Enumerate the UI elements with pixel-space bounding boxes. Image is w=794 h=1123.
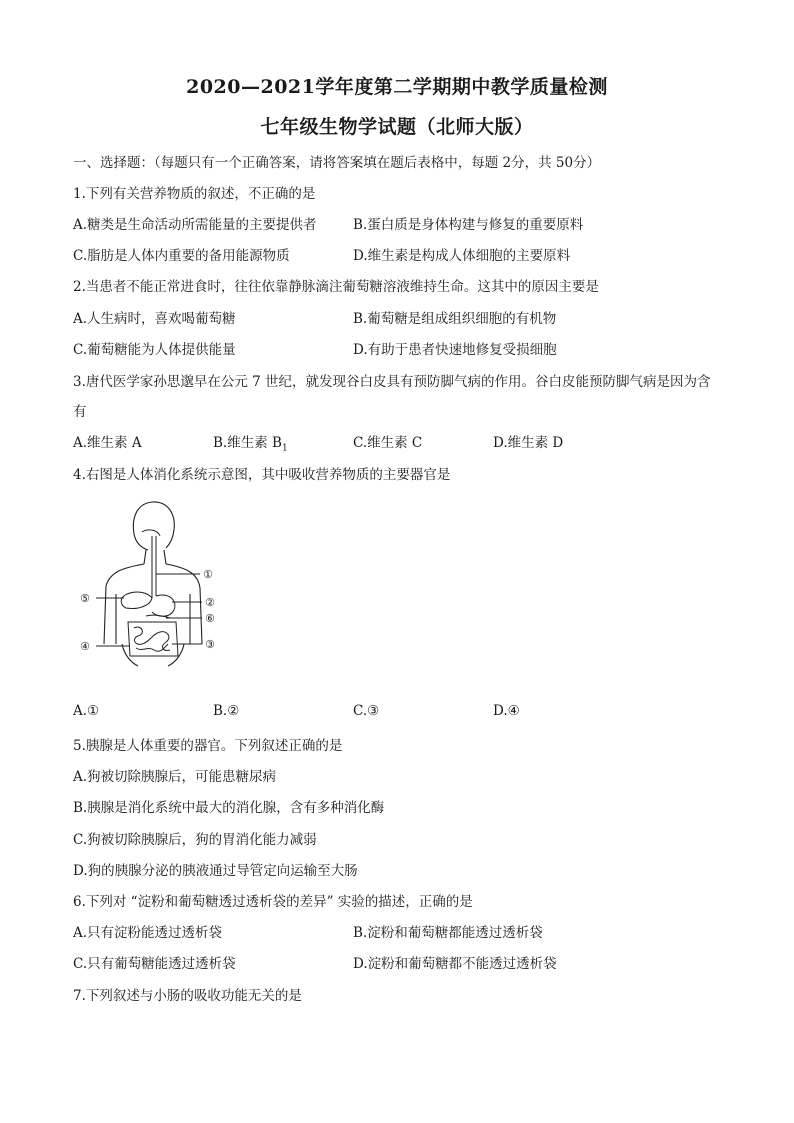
question-2-option-a: A.人生病时，喜欢喝葡萄糖 (73, 311, 236, 327)
question-2-option-d: D.有助于患者快速地修复受损细胞 (353, 342, 557, 358)
question-3-option-a: A.维生素 A (73, 435, 142, 451)
question-4-stem: 4.右图是人体消化系统示意图，其中吸收营养物质的主要器官是 (73, 467, 451, 483)
question-2-stem: 2.当患者不能正常进食时，往往依靠静脉滴注葡萄糖溶液维持生命。这其中的原因主要是 (73, 279, 599, 295)
question-6-option-a: A.只有淀粉能透过透析袋 (73, 925, 223, 941)
figure-label-2: ② (205, 596, 215, 609)
exam-subtitle: 七年级生物学试题（北师大版） (260, 116, 534, 138)
figure-label-3: ③ (205, 638, 215, 651)
question-1-option-b: B.蛋白质是身体构建与修复的重要原料 (353, 217, 584, 233)
question-2-options-row-2 (73, 338, 733, 358)
question-2-options-row-1 (73, 307, 733, 327)
question-4-option-d: D.④ (493, 703, 520, 719)
question-4-option-b: B.② (213, 703, 240, 719)
stomach (152, 595, 175, 616)
section-heading: 一、选择题：（每题只有一个正确答案，请将答案填在题后表格中，每题 2分，共 50分） (73, 155, 601, 171)
question-1-options-row-1 (73, 213, 733, 233)
question-5-option-b: B.胰腺是消化系统中最大的消化腺，含有多种消化酶 (73, 800, 385, 816)
question-6-options-row-2 (73, 952, 733, 972)
question-6-option-c: C.只有葡萄糖能透过透析袋 (73, 956, 236, 972)
question-3-option-b (213, 431, 288, 454)
question-1-option-a: A.糖类是生命活动所需能量的主要提供者 (73, 217, 317, 233)
liver (121, 592, 152, 609)
question-5-option-a: A.狗被切除胰腺后，可能患糖尿病 (73, 769, 277, 785)
question-1-stem: 1.下列有关营养物质的叙述，不正确的是 (73, 186, 316, 202)
question-4-option-c: C.③ (353, 703, 380, 719)
question-3-option-b-text: B.维生素 B (213, 435, 282, 451)
question-6-stem: 6.下列对 “淀粉和葡萄糖透过透析袋的差异” 实验的描述，正确的是 (73, 894, 473, 910)
question-3-option-b-subscript: 1 (281, 443, 288, 454)
figure-label-4: ④ (80, 640, 90, 653)
digestive-organs (121, 530, 178, 656)
question-5-option-c: C.狗被切除胰腺后，狗的胃消化能力减弱 (73, 832, 317, 848)
figure-label-1: ① (203, 568, 213, 581)
question-1-option-d: D.维生素是构成人体细胞的主要原料 (353, 248, 571, 264)
question-3-stem-line-1: 3.唐代医学家孙思邈早在公元 7 世纪，就发现谷白皮具有预防脚气病的作用。谷白皮能预防脚气病是因为含 (73, 374, 711, 390)
question-3-stem-line-2: 有 (73, 404, 87, 420)
exam-title: 2020—2021学年度第二学期期中教学质量检测 (186, 76, 608, 98)
question-3-option-d: D.维生素 D (493, 435, 564, 451)
question-6-option-b: B.淀粉和葡萄糖都能透过透析袋 (353, 925, 543, 941)
figure-label-6: ⑥ (205, 612, 215, 625)
question-4-option-a: A.① (73, 703, 100, 719)
question-4-options-row (73, 703, 733, 723)
leader-lines (96, 574, 202, 646)
digestive-system-diagram (72, 494, 232, 670)
question-7-stem: 7.下列叙述与小肠的吸收功能无关的是 (73, 988, 302, 1004)
body-outline (104, 502, 202, 666)
question-3-options-row (73, 431, 733, 454)
question-5-stem: 5.胰腺是人体重要的器官。下列叙述正确的是 (73, 738, 343, 754)
question-2-option-c: C.葡萄糖能为人体提供能量 (73, 342, 236, 358)
question-1-options-row-2 (73, 244, 733, 264)
question-5-option-d: D.狗的胰腺分泌的胰液通过导管定向运输至大肠 (73, 863, 358, 879)
mouth (142, 530, 160, 536)
question-1-option-c: C.脂肪是人体内重要的备用能源物质 (73, 248, 290, 264)
figure-labels (80, 568, 215, 653)
figure-label-5: ⑤ (80, 592, 90, 605)
question-2-option-b: B.葡萄糖是组成组织细胞的有机物 (353, 311, 557, 327)
question-6-options-row-1 (73, 921, 733, 941)
question-3-option-c: C.维生素 C (353, 435, 423, 451)
question-6-option-d: D.淀粉和葡萄糖都不能透过透析袋 (353, 956, 557, 972)
